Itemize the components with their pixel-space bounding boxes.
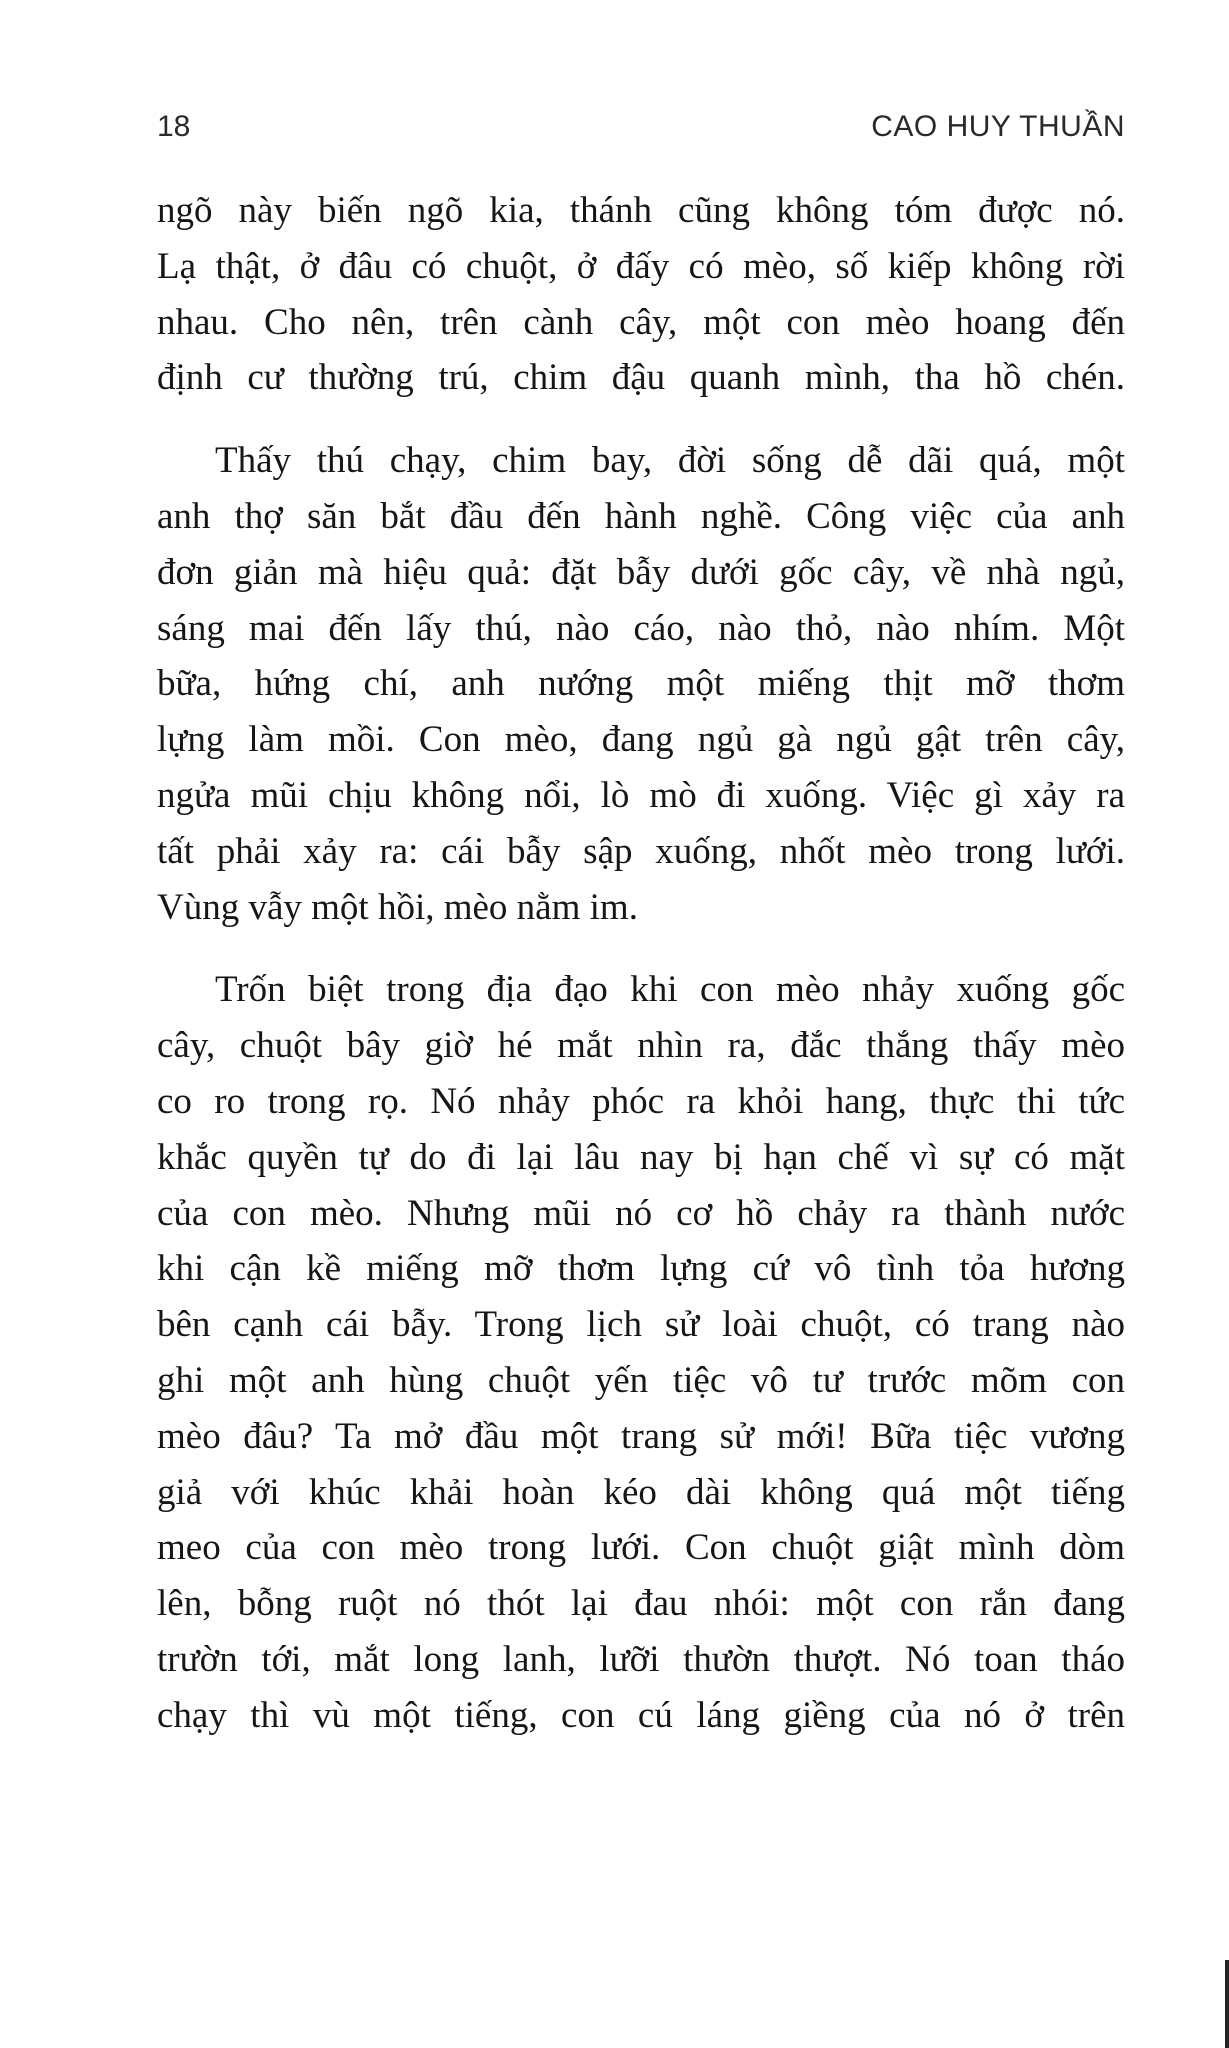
- text-line: ghi một anh hùng chuột yến tiệc vô tư trước mõm con: [157, 1359, 1125, 1401]
- text-line: bên cạnh cái bẫy. Trong lịch sử loài chuột, có trang nào: [157, 1304, 1125, 1346]
- text-line: khi cận kề miếng mỡ thơm lựng cứ vô tình tỏa hương: [157, 1248, 1125, 1290]
- text-line: bữa, hứng chí, anh nướng một miếng thịt mỡ thơm: [157, 663, 1125, 705]
- text-line: đơn giản mà hiệu quả: đặt bẫy dưới gốc cây, về nhà ngủ,: [157, 551, 1125, 593]
- text-line: Lạ thật, ở đâu có chuột, ở đấy có mèo, số kiếp không rời: [157, 245, 1125, 287]
- text-line: Vùng vẫy một hồi, mèo nằm im.: [157, 886, 638, 928]
- text-line: nhau. Cho nên, trên cành cây, một con mèo hoang đến: [157, 301, 1125, 343]
- text-line: khắc quyền tự do đi lại lâu nay bị hạn chế vì sự có mặt: [157, 1136, 1125, 1178]
- text-line: giả với khúc khải hoàn kéo dài không quá một tiếng: [157, 1471, 1125, 1513]
- text-line: của con mèo. Nhưng mũi nó cơ hồ chảy ra thành nước: [157, 1192, 1125, 1234]
- text-line: ngửa mũi chịu không nổi, lò mò đi xuống. Việc gì xảy ra: [157, 774, 1125, 816]
- text-line: mèo đâu? Ta mở đầu một trang sử mới! Bữa tiệc vương: [157, 1415, 1125, 1457]
- running-head-author: CAO HUY THUẦN: [871, 110, 1125, 143]
- text-line: trườn tới, mắt long lanh, lưỡi thườn thượt. Nó toan tháo: [157, 1638, 1125, 1680]
- text-line: meo của con mèo trong lưới. Con chuột giật mình dòm: [157, 1527, 1125, 1569]
- text-line: co ro trong rọ. Nó nhảy phóc ra khỏi hang, thực thi tức: [157, 1080, 1125, 1122]
- text-line: lên, bỗng ruột nó thót lại đau nhói: một con rắn đang: [157, 1583, 1125, 1625]
- paragraph: [157, 183, 1125, 406]
- paragraph: [157, 433, 1125, 935]
- text-line: tất phải xảy ra: cái bẫy sập xuống, nhốt mèo trong lưới.: [157, 830, 1125, 872]
- page-number: 18: [157, 110, 191, 143]
- text-line: Trốn biệt trong địa đạo khi con mèo nhảy xuống gốc: [215, 969, 1125, 1011]
- page-header: [157, 100, 1125, 150]
- text-line: cây, chuột bây giờ hé mắt nhìn ra, đắc thắng thấy mèo: [157, 1025, 1125, 1067]
- body-text: [157, 183, 1125, 1771]
- text-line: anh thợ săn bắt đầu đến hành nghề. Công việc của anh: [157, 495, 1125, 537]
- text-line: Thấy thú chạy, chim bay, đời sống dễ dãi quá, một: [215, 440, 1125, 482]
- text-line: định cư thường trú, chim đậu quanh mình, tha hồ chén.: [157, 357, 1125, 399]
- text-line: ngõ này biến ngõ kia, thánh cũng không tóm được nó.: [157, 190, 1125, 231]
- text-line: chạy thì vù một tiếng, con cú láng giềng của nó ở trên: [157, 1694, 1125, 1736]
- paragraph: [157, 962, 1125, 1743]
- text-line: lựng làm mồi. Con mèo, đang ngủ gà ngủ gật trên cây,: [157, 719, 1125, 761]
- text-line: sáng mai đến lấy thú, nào cáo, nào thỏ, nào nhím. Một: [157, 607, 1125, 649]
- page-edge-shadow: [1225, 1960, 1229, 2048]
